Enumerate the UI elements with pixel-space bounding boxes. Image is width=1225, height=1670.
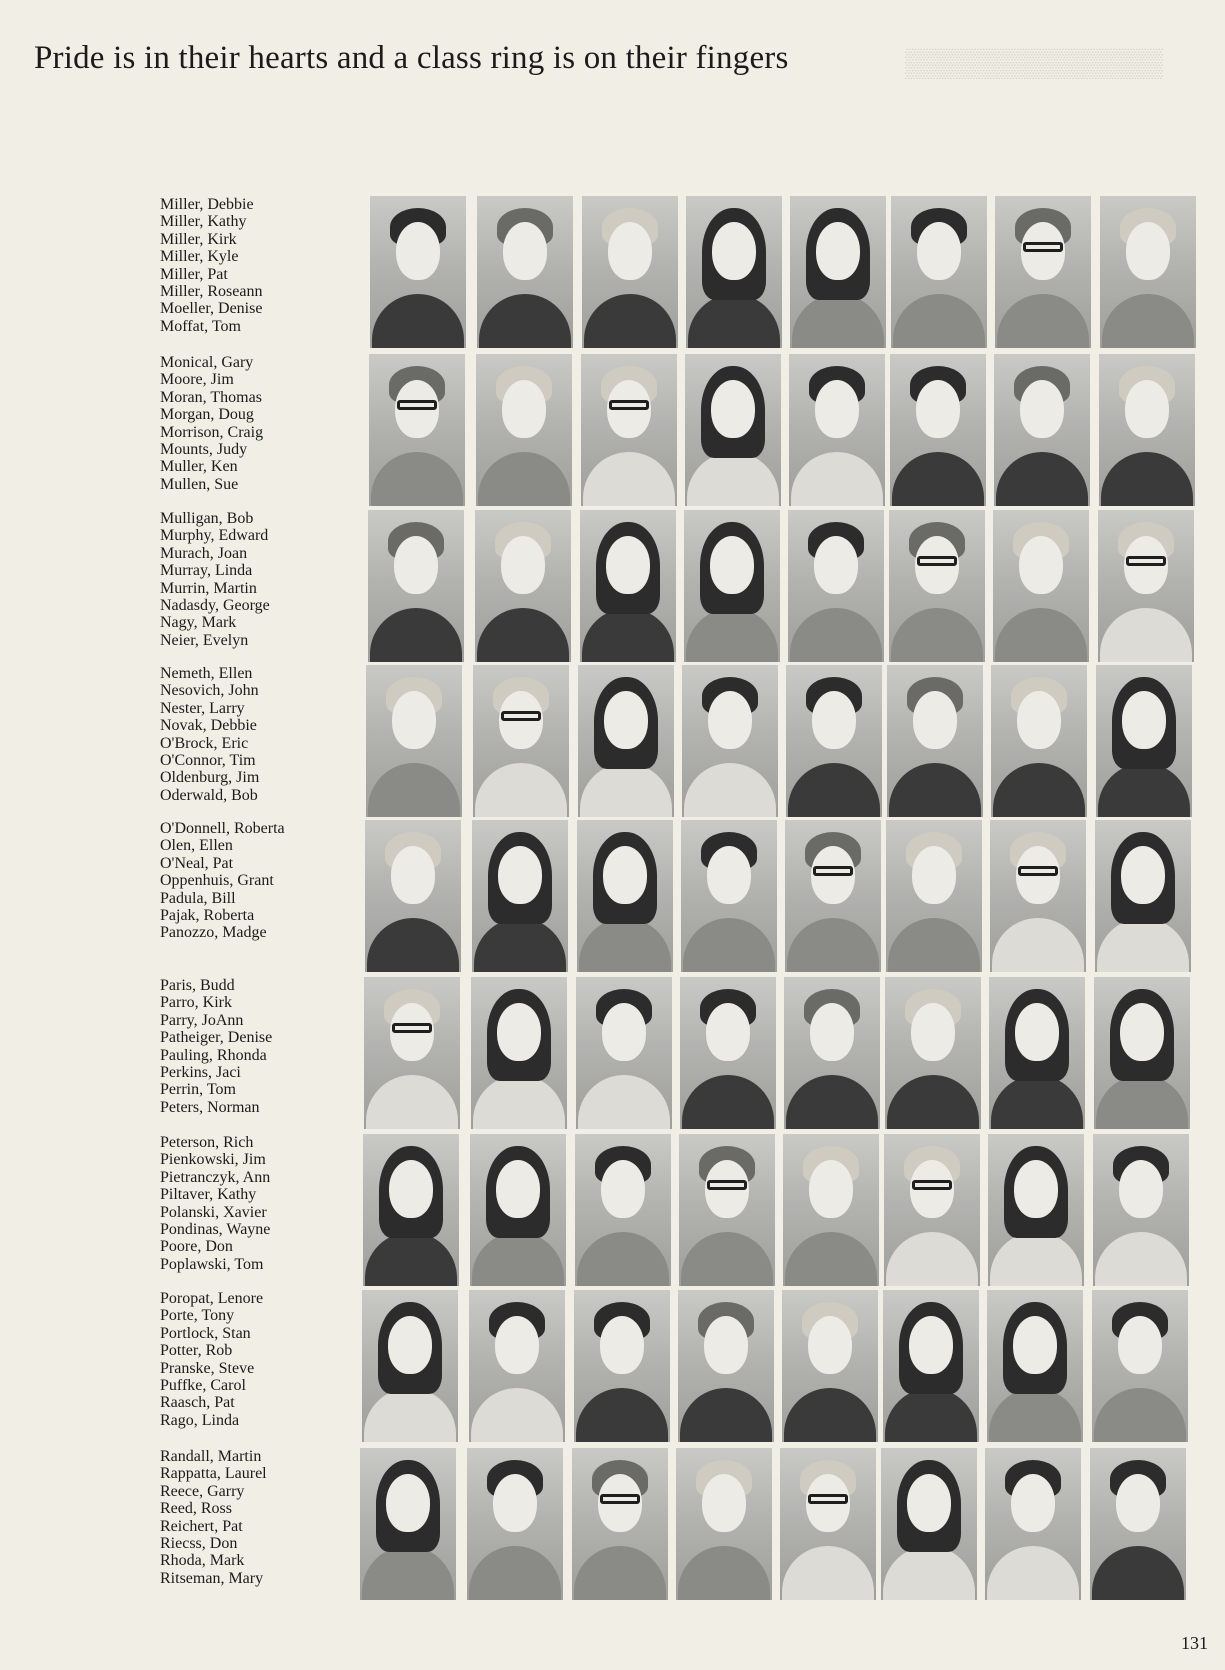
student-name: Patheiger, Denise — [160, 1029, 273, 1047]
student-photo — [577, 820, 673, 972]
photo-row — [0, 510, 1225, 664]
portrait-shoulders — [367, 918, 459, 972]
student-name: Nesovich, John — [160, 682, 259, 700]
student-name: Miller, Kathy — [160, 213, 247, 231]
bleed-through-shadow: ▒▒▒▒▒▒▒▒▒▒▒▒▒ — [905, 48, 1163, 79]
student-photo — [1094, 977, 1190, 1129]
portrait-face — [909, 1316, 953, 1374]
portrait-shoulders — [472, 1232, 564, 1286]
portrait-face — [392, 691, 436, 749]
portrait-shoulders — [577, 1232, 669, 1286]
portrait-face — [386, 1474, 430, 1532]
portrait-face — [708, 691, 752, 749]
student-name: Morgan, Doug — [160, 406, 254, 424]
portrait-shoulders — [583, 452, 675, 506]
portrait-face — [1019, 536, 1063, 594]
portrait-face — [707, 846, 751, 904]
student-photo — [785, 820, 881, 972]
portrait-face — [1020, 380, 1064, 438]
student-name: Poore, Don — [160, 1238, 233, 1256]
student-name: Pienkowski, Jim — [160, 1151, 266, 1169]
student-photo — [1099, 354, 1195, 506]
portrait-face — [814, 536, 858, 594]
student-photo — [360, 1448, 456, 1600]
student-photo — [889, 510, 985, 662]
student-name: Puffke, Carol — [160, 1376, 246, 1394]
portrait-face — [1125, 380, 1169, 438]
student-name: Peters, Norman — [160, 1098, 260, 1116]
portrait-shoulders — [1098, 763, 1190, 817]
glasses-icon — [600, 1494, 640, 1504]
student-photo — [582, 196, 678, 348]
portrait-face — [710, 536, 754, 594]
student-name: Novak, Debbie — [160, 717, 257, 735]
portrait-face — [1126, 222, 1170, 280]
portrait-face — [497, 1003, 541, 1061]
portrait-face — [1015, 1003, 1059, 1061]
student-name: Murphy, Edward — [160, 527, 269, 545]
portrait-face — [711, 380, 755, 438]
portrait-shoulders — [1100, 608, 1192, 662]
portrait-face — [1017, 691, 1061, 749]
portrait-face — [503, 222, 547, 280]
portrait-shoulders — [578, 1075, 670, 1129]
student-name: Perrin, Tom — [160, 1081, 236, 1099]
student-photo — [467, 1448, 563, 1600]
portrait-shoulders — [893, 294, 985, 348]
portrait-shoulders — [891, 608, 983, 662]
student-photo — [1100, 196, 1196, 348]
glasses-icon — [808, 1494, 848, 1504]
student-photo — [887, 665, 983, 817]
student-photo — [881, 1448, 977, 1600]
photo-row — [0, 1290, 1225, 1444]
student-photo — [1098, 510, 1194, 662]
student-photo — [891, 196, 987, 348]
student-name: Mullen, Sue — [160, 475, 239, 493]
student-name: Muller, Ken — [160, 458, 238, 476]
portrait-face — [917, 222, 961, 280]
student-photo — [581, 354, 677, 506]
portrait-shoulders — [683, 918, 775, 972]
student-name: Miller, Debbie — [160, 196, 254, 213]
portrait-face — [602, 1003, 646, 1061]
photo-row — [0, 820, 1225, 974]
student-photo — [989, 977, 1085, 1129]
portrait-shoulders — [1102, 294, 1194, 348]
portrait-face — [1013, 1316, 1057, 1374]
student-name: Randall, Martin — [160, 1448, 262, 1465]
portrait-shoulders — [686, 608, 778, 662]
student-name: Nester, Larry — [160, 699, 245, 717]
portrait-face — [1011, 1474, 1055, 1532]
student-photo — [987, 1290, 1083, 1442]
student-photo — [1095, 820, 1191, 972]
portrait-face — [606, 536, 650, 594]
portrait-shoulders — [477, 608, 569, 662]
photo-row — [0, 977, 1225, 1131]
portrait-shoulders — [786, 1075, 878, 1129]
portrait-shoulders — [362, 1546, 454, 1600]
student-photo — [681, 820, 777, 972]
student-name: Oldenburg, Jim — [160, 769, 260, 787]
student-name: O'Donnell, Roberta — [160, 820, 285, 837]
student-photo — [676, 1448, 772, 1600]
glasses-icon — [392, 1023, 432, 1033]
photo-row — [0, 665, 1225, 819]
student-name: Paris, Budd — [160, 977, 235, 994]
page-number: 131 — [1181, 1633, 1208, 1653]
student-photo — [988, 1134, 1084, 1286]
portrait-shoulders — [574, 1546, 666, 1600]
student-name: Porte, Tony — [160, 1307, 235, 1325]
student-name: Miller, Pat — [160, 265, 228, 283]
portrait-shoulders — [792, 294, 884, 348]
student-name: Reece, Garry — [160, 1482, 245, 1500]
student-photo — [572, 1448, 668, 1600]
portrait-shoulders — [785, 1232, 877, 1286]
student-photo — [472, 820, 568, 972]
student-photo — [883, 1290, 979, 1442]
student-name: Piltaver, Kathy — [160, 1186, 257, 1204]
student-name: Poplawski, Tom — [160, 1255, 264, 1273]
student-name: Pajak, Roberta — [160, 906, 255, 924]
student-photo — [1093, 1134, 1189, 1286]
photo-row — [0, 1134, 1225, 1288]
student-photo — [993, 510, 1089, 662]
portrait-face — [1120, 1003, 1164, 1061]
glasses-icon — [917, 556, 957, 566]
portrait-face — [396, 222, 440, 280]
portrait-shoulders — [787, 918, 879, 972]
student-name: Pietranczyk, Ann — [160, 1168, 271, 1186]
portrait-shoulders — [479, 294, 571, 348]
portrait-face — [907, 1474, 951, 1532]
portrait-shoulders — [1095, 1232, 1187, 1286]
photo-row — [0, 354, 1225, 508]
portrait-shoulders — [469, 1546, 561, 1600]
student-name: Miller, Kirk — [160, 230, 237, 248]
glasses-icon — [609, 400, 649, 410]
page-title: Pride is in their hearts and a class ring is on their fingers — [34, 40, 789, 76]
portrait-shoulders — [886, 1232, 978, 1286]
portrait-shoulders — [993, 763, 1085, 817]
student-photo — [469, 1290, 565, 1442]
student-name: Padula, Bill — [160, 889, 236, 907]
student-name: Poropat, Lenore — [160, 1290, 264, 1307]
portrait-face — [600, 1316, 644, 1374]
student-photo — [574, 1290, 670, 1442]
portrait-shoulders — [371, 452, 463, 506]
student-name: Parro, Kirk — [160, 994, 232, 1012]
student-name: Olen, Ellen — [160, 837, 233, 855]
portrait-shoulders — [1097, 918, 1189, 972]
portrait-shoulders — [1094, 1388, 1186, 1442]
student-photo — [885, 977, 981, 1129]
portrait-shoulders — [1096, 1075, 1188, 1129]
student-photo — [366, 665, 462, 817]
glasses-icon — [501, 711, 541, 721]
portrait-shoulders — [366, 1075, 458, 1129]
portrait-face — [911, 1003, 955, 1061]
portrait-shoulders — [889, 763, 981, 817]
student-photo — [678, 1290, 774, 1442]
student-name: Peterson, Rich — [160, 1134, 254, 1151]
portrait-shoulders — [782, 1546, 874, 1600]
portrait-shoulders — [681, 1232, 773, 1286]
portrait-face — [498, 846, 542, 904]
student-photo — [680, 977, 776, 1129]
portrait-face — [601, 1160, 645, 1218]
portrait-shoulders — [582, 608, 674, 662]
portrait-face — [704, 1316, 748, 1374]
portrait-shoulders — [987, 1546, 1079, 1600]
portrait-shoulders — [888, 918, 980, 972]
portrait-shoulders — [584, 294, 676, 348]
student-photo — [685, 354, 781, 506]
portrait-shoulders — [365, 1232, 457, 1286]
student-photo — [470, 1134, 566, 1286]
portrait-shoulders — [1101, 452, 1193, 506]
portrait-shoulders — [576, 1388, 668, 1442]
portrait-shoulders — [990, 1232, 1082, 1286]
student-photo — [995, 196, 1091, 348]
student-photo — [365, 820, 461, 972]
portrait-shoulders — [992, 918, 1084, 972]
student-photo — [789, 354, 885, 506]
portrait-face — [603, 846, 647, 904]
student-photo — [1090, 1448, 1186, 1600]
student-photo — [780, 1448, 876, 1600]
glasses-icon — [1126, 556, 1166, 566]
student-name: Ritseman, Mary — [160, 1569, 264, 1587]
student-name: Miller, Roseann — [160, 282, 263, 300]
student-photo — [784, 977, 880, 1129]
portrait-shoulders — [579, 918, 671, 972]
portrait-shoulders — [996, 452, 1088, 506]
portrait-face — [712, 222, 756, 280]
portrait-face — [1122, 691, 1166, 749]
portrait-shoulders — [370, 608, 462, 662]
portrait-shoulders — [989, 1388, 1081, 1442]
portrait-face — [388, 1316, 432, 1374]
student-photo — [783, 1134, 879, 1286]
student-photo — [991, 665, 1087, 817]
portrait-face — [808, 1316, 852, 1374]
student-name: Potter, Rob — [160, 1342, 233, 1360]
student-name: Moeller, Denise — [160, 300, 263, 318]
student-photo — [1092, 1290, 1188, 1442]
glasses-icon — [1018, 866, 1058, 876]
portrait-face — [810, 1003, 854, 1061]
portrait-face — [493, 1474, 537, 1532]
student-name: Nemeth, Ellen — [160, 665, 253, 682]
glasses-icon — [912, 1180, 952, 1190]
student-photo — [890, 354, 986, 506]
portrait-shoulders — [791, 452, 883, 506]
student-photo — [471, 977, 567, 1129]
student-photo — [473, 665, 569, 817]
portrait-shoulders — [475, 763, 567, 817]
student-name: O'Connor, Tim — [160, 751, 256, 769]
student-photo — [786, 665, 882, 817]
student-photo — [990, 820, 1086, 972]
student-name: Portlock, Stan — [160, 1324, 251, 1342]
portrait-face — [815, 380, 859, 438]
glasses-icon — [707, 1180, 747, 1190]
portrait-face — [394, 536, 438, 594]
student-name: Reed, Ross — [160, 1500, 232, 1518]
student-name: Nagy, Mark — [160, 614, 237, 632]
portrait-shoulders — [790, 608, 882, 662]
student-photo — [368, 510, 464, 662]
portrait-face — [495, 1316, 539, 1374]
portrait-face — [389, 1160, 433, 1218]
portrait-shoulders — [364, 1388, 456, 1442]
student-photo — [782, 1290, 878, 1442]
portrait-shoulders — [580, 763, 672, 817]
student-photo — [686, 196, 782, 348]
portrait-face — [604, 691, 648, 749]
student-photo — [475, 510, 571, 662]
student-name: Morrison, Craig — [160, 423, 264, 441]
portrait-shoulders — [478, 452, 570, 506]
portrait-shoulders — [788, 763, 880, 817]
student-name: Riecss, Don — [160, 1534, 238, 1552]
portrait-face — [913, 691, 957, 749]
student-photo — [370, 196, 466, 348]
photo-row — [0, 1448, 1225, 1602]
portrait-face — [812, 691, 856, 749]
portrait-shoulders — [678, 1546, 770, 1600]
portrait-shoulders — [680, 1388, 772, 1442]
student-name: Pranske, Steve — [160, 1359, 255, 1377]
portrait-shoulders — [991, 1075, 1083, 1129]
student-photo — [788, 510, 884, 662]
student-name: Monical, Gary — [160, 354, 254, 371]
student-photo — [363, 1134, 459, 1286]
student-name: Mounts, Judy — [160, 440, 248, 458]
student-name: Pondinas, Wayne — [160, 1220, 271, 1238]
student-name: Murrin, Martin — [160, 579, 257, 597]
student-name: Murach, Joan — [160, 544, 248, 562]
portrait-shoulders — [995, 608, 1087, 662]
student-name: Neier, Evelyn — [160, 631, 249, 649]
student-photo — [576, 977, 672, 1129]
glasses-icon — [813, 866, 853, 876]
student-photo — [790, 196, 886, 348]
portrait-shoulders — [474, 918, 566, 972]
student-name: Rago, Linda — [160, 1411, 240, 1429]
student-name: Rhoda, Mark — [160, 1552, 245, 1570]
student-photo — [369, 354, 465, 506]
portrait-shoulders — [687, 452, 779, 506]
student-name: O'Brock, Eric — [160, 734, 249, 752]
student-photo — [682, 665, 778, 817]
portrait-face — [1119, 1160, 1163, 1218]
portrait-face — [502, 380, 546, 438]
student-name: Parry, JoAnn — [160, 1011, 244, 1029]
student-name: Panozzo, Madge — [160, 924, 267, 942]
student-name: Rappatta, Laurel — [160, 1465, 267, 1483]
student-name: Moore, Jim — [160, 371, 234, 389]
student-name: Miller, Kyle — [160, 248, 239, 266]
portrait-shoulders — [997, 294, 1089, 348]
student-name: Moffat, Tom — [160, 317, 241, 335]
portrait-face — [1118, 1316, 1162, 1374]
portrait-face — [702, 1474, 746, 1532]
student-photo — [476, 354, 572, 506]
photo-row — [0, 196, 1225, 350]
student-name: Moran, Thomas — [160, 388, 262, 406]
student-photo — [364, 977, 460, 1129]
student-name: Raasch, Pat — [160, 1394, 235, 1412]
portrait-face — [912, 846, 956, 904]
student-name: Pauling, Rhonda — [160, 1046, 267, 1064]
portrait-shoulders — [885, 1388, 977, 1442]
student-photo — [994, 354, 1090, 506]
student-photo — [578, 665, 674, 817]
student-name: Polanski, Xavier — [160, 1203, 267, 1221]
student-photo — [575, 1134, 671, 1286]
student-photo — [477, 196, 573, 348]
portrait-face — [1121, 846, 1165, 904]
glasses-icon — [1023, 242, 1063, 252]
student-photo — [362, 1290, 458, 1442]
portrait-shoulders — [471, 1388, 563, 1442]
portrait-shoulders — [368, 763, 460, 817]
portrait-shoulders — [1092, 1546, 1184, 1600]
portrait-face — [916, 380, 960, 438]
portrait-shoulders — [892, 452, 984, 506]
portrait-face — [1116, 1474, 1160, 1532]
student-name: O'Neal, Pat — [160, 854, 234, 872]
student-photo — [580, 510, 676, 662]
student-name: Perkins, Jaci — [160, 1063, 241, 1081]
portrait-face — [496, 1160, 540, 1218]
portrait-face — [608, 222, 652, 280]
portrait-shoulders — [883, 1546, 975, 1600]
portrait-face — [501, 536, 545, 594]
student-name: Mulligan, Bob — [160, 510, 254, 527]
student-name: Oderwald, Bob — [160, 786, 258, 804]
student-photo — [1096, 665, 1192, 817]
portrait-shoulders — [473, 1075, 565, 1129]
portrait-face — [1014, 1160, 1058, 1218]
portrait-shoulders — [784, 1388, 876, 1442]
student-photo — [886, 820, 982, 972]
portrait-shoulders — [682, 1075, 774, 1129]
portrait-face — [809, 1160, 853, 1218]
student-name: Reichert, Pat — [160, 1517, 243, 1535]
portrait-face — [391, 846, 435, 904]
portrait-shoulders — [688, 294, 780, 348]
student-name: Nadasdy, George — [160, 596, 270, 614]
portrait-shoulders — [684, 763, 776, 817]
portrait-shoulders — [887, 1075, 979, 1129]
student-photo — [684, 510, 780, 662]
student-photo — [679, 1134, 775, 1286]
glasses-icon — [397, 400, 437, 410]
portrait-face — [706, 1003, 750, 1061]
student-photo — [884, 1134, 980, 1286]
student-name: Murray, Linda — [160, 562, 253, 580]
portrait-face — [816, 222, 860, 280]
student-photo — [985, 1448, 1081, 1600]
student-name: Oppenhuis, Grant — [160, 872, 274, 890]
portrait-shoulders — [372, 294, 464, 348]
